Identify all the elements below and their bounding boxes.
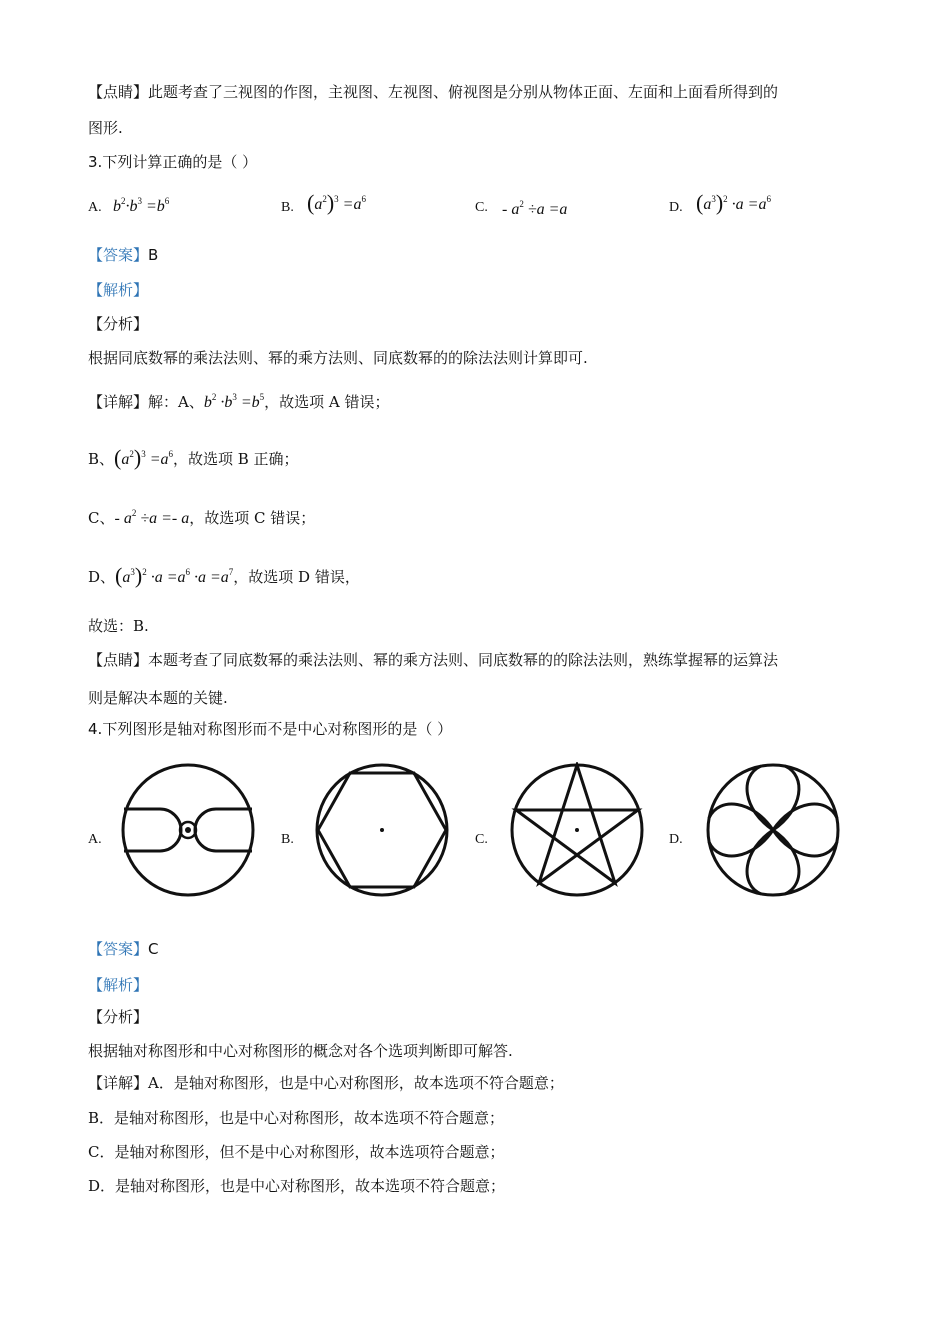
q3-option-b-label: B. (281, 200, 294, 215)
q4-xiangjie-c: C．是轴对称图形，但不是中心对称图形，故本选项符合题意； (88, 1143, 505, 1161)
q3-stem (88, 152, 257, 172)
q3-option-c-label: C. (475, 200, 488, 215)
q3-option-a-label: A. (88, 200, 102, 215)
q4-xiangjie-a: 【详解】A．是轴对称图形，也是中心对称图形，故本选项不符合题意； (88, 1074, 564, 1092)
q3-xiangjie-a: 【详解】解：A、$b^2 \cdot b^3 =b^5$，故选项 A 错误； (88, 392, 390, 411)
q4-stem (88, 719, 452, 739)
q3-xiangjie-b-expr: $(a^2)^3 =a^6$ (114, 445, 173, 470)
q4-figure-b (314, 762, 450, 898)
q4-option-b-label: B. (281, 832, 294, 847)
q4-xiangjie-d: D．是轴对称图形，也是中心对称图形，故本选项不符合题意； (88, 1177, 506, 1195)
q4-number: 4. (88, 720, 103, 738)
q4-answer (88, 939, 159, 959)
q3-option-b-expr: $(a^2)^3 =a^6$ (307, 190, 366, 215)
q3-xiangjie-b: B、$(a^2)^3 =a^6$，故选项 B 正确； (88, 445, 299, 470)
q3-xiangjie-c: C、- $a^2 \div a =- a$，故选项 C 错误； (88, 508, 316, 527)
q3-number: 3. (88, 153, 103, 171)
q3-option-d-expr: $(a^3)^2 \cdot a =a^6$ (696, 190, 771, 215)
q3-dianjing-tag: 【点睛】 (88, 651, 149, 669)
q2-dianjing-line-1 (88, 82, 778, 102)
q3-dianjing-line-2: 则是解决本题的关键. (88, 689, 228, 707)
q2-dianjing-line-2: 图形. (88, 119, 123, 137)
q3-xiangjie-tag: 【详解】 (88, 393, 149, 411)
q4-xiangjie-tag: 【详解】 (88, 1074, 149, 1092)
q3-option-c-expr: - $a^2 \div a =a$ (502, 199, 568, 218)
q4-option-c-label: C. (475, 832, 488, 847)
q4-option-d-label: D. (669, 832, 683, 847)
q2-dianjing-tag: 【点睛】 (88, 83, 149, 101)
q3-fenxi-tag: 【分析】 (88, 315, 149, 333)
q3-stem-text: 下列计算正确的是（ ） (102, 153, 258, 171)
q4-fenxi-text: 根据轴对称图形和中心对称图形的概念对各个选项判断即可解答. (88, 1042, 513, 1060)
q4-jiexi-tag: 【解析】 (88, 976, 149, 994)
q3-xiangjie-d: D、$(a^3)^2 \cdot a =a^6 \cdot a =a^7$，故选项 D 错误， (88, 563, 360, 588)
q4-figure-a (120, 762, 256, 898)
q3-option-a-expr: $b^2\cdot b^3 =b^6$ (113, 196, 170, 215)
q4-stem-text: 下列图形是轴对称图形而不是中心对称图形的是（ ） (102, 720, 453, 738)
q4-option-a-label: A. (88, 832, 102, 847)
q3-answer-tag: 【答案】 (88, 246, 149, 264)
q4-answer-value: C (148, 940, 159, 958)
q4-answer-tag: 【答案】 (88, 940, 149, 958)
q3-dianjing-line-1: 【点睛】本题考查了同底数幂的乘法法则、幂的乘方法则、同底数幂的的除法法则，熟练掌握幂的运算法 (88, 651, 779, 669)
q3-fenxi-text: 根据同底数幂的乘法法则、幂的乘方法则、同底数幂的的除法法则计算即可. (88, 349, 588, 367)
q3-answer (88, 245, 158, 265)
q3-xiangjie-d-expr: $(a^3)^2 \cdot a =a^6 \cdot a =a^7$ (115, 563, 234, 588)
q3-jiexi-tag: 【解析】 (88, 281, 149, 299)
q2-dianjing-text: 此题考查了三视图的作图，主视图、左视图、俯视图是分别从物体正面、左面和上面看所得到的 (148, 83, 779, 101)
q3-xiangjie-c-expr: - $a^2 \div a =- a$ (114, 508, 190, 527)
q3-answer-value: B (148, 246, 159, 264)
q4-xiangjie-b: B．是轴对称图形，也是中心对称图形，故本选项不符合题意； (88, 1109, 505, 1127)
q4-figure-c (509, 762, 645, 898)
q4-fenxi-tag: 【分析】 (88, 1008, 149, 1026)
q3-option-d-label: D. (669, 200, 683, 215)
q3-xiangjie-a-expr: $b^2 \cdot b^3 =b^5$ (203, 392, 265, 411)
q4-figure-d (705, 762, 841, 898)
q3-guxuan: 故选：B. (88, 617, 149, 635)
